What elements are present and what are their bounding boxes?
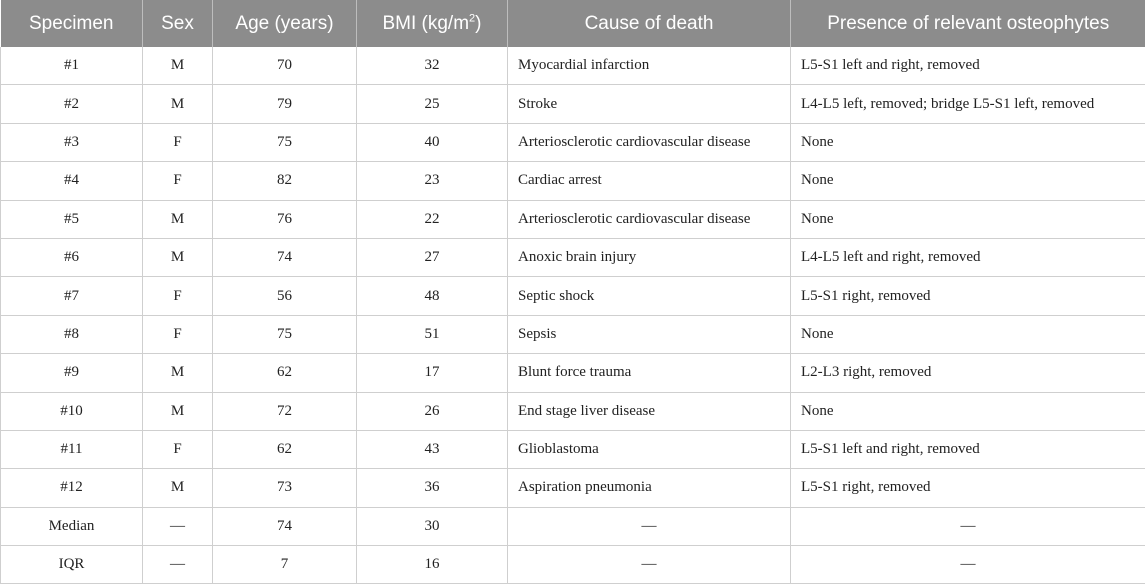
- table-row: [1, 162, 1145, 200]
- summary-row-iqr: [1, 546, 1145, 584]
- cell-cause: Stroke: [508, 85, 791, 123]
- cell-bmi: 51: [357, 315, 508, 353]
- cell-sex: M: [143, 238, 213, 276]
- cell-specimen: #3: [1, 123, 143, 161]
- cell-sex: M: [143, 85, 213, 123]
- header-age: Age (years): [213, 0, 357, 47]
- cell-bmi: 23: [357, 162, 508, 200]
- cell-sex: M: [143, 354, 213, 392]
- cell-age: 75: [213, 123, 357, 161]
- table-header: [1, 0, 1145, 47]
- cell-sex: M: [143, 469, 213, 507]
- cell-specimen: #4: [1, 162, 143, 200]
- cell-sex: F: [143, 315, 213, 353]
- cell-osteophytes: L5-S1 left and right, removed: [791, 430, 1145, 468]
- cell-bmi: 36: [357, 469, 508, 507]
- cell-age: 82: [213, 162, 357, 200]
- cell-bmi: 43: [357, 430, 508, 468]
- cell-age: 73: [213, 469, 357, 507]
- cell-specimen: #1: [1, 47, 143, 85]
- cell-cause: Arteriosclerotic cardiovascular disease: [508, 200, 791, 238]
- cell-sex: F: [143, 123, 213, 161]
- cell-osteophytes: None: [791, 392, 1145, 430]
- cell-age: 62: [213, 354, 357, 392]
- table-row: [1, 47, 1145, 85]
- cell-age: 79: [213, 85, 357, 123]
- cell-age: 70: [213, 47, 357, 85]
- cell-osteophytes: L5-S1 left and right, removed: [791, 47, 1145, 85]
- cell-bmi: 26: [357, 392, 508, 430]
- table-row: [1, 469, 1145, 507]
- cell-sex: —: [143, 546, 213, 584]
- table-row: [1, 392, 1145, 430]
- cell-osteophytes: —: [791, 546, 1145, 584]
- cell-specimen: #5: [1, 200, 143, 238]
- table-body: [1, 47, 1145, 584]
- cell-summary-label: IQR: [1, 546, 143, 584]
- cell-age: 74: [213, 507, 357, 545]
- cell-cause: Glioblastoma: [508, 430, 791, 468]
- cell-osteophytes: None: [791, 162, 1145, 200]
- cell-cause: Blunt force trauma: [508, 354, 791, 392]
- cell-bmi: 16: [357, 546, 508, 584]
- cell-specimen: #2: [1, 85, 143, 123]
- table-row: [1, 200, 1145, 238]
- cell-age: 72: [213, 392, 357, 430]
- cell-bmi: 17: [357, 354, 508, 392]
- cell-sex: M: [143, 47, 213, 85]
- cell-sex: F: [143, 162, 213, 200]
- cell-osteophytes: None: [791, 200, 1145, 238]
- cell-cause: Septic shock: [508, 277, 791, 315]
- cell-age: 7: [213, 546, 357, 584]
- header-specimen: Specimen: [1, 0, 143, 47]
- header-bmi-superscript: 2: [469, 12, 476, 25]
- header-bmi: [357, 0, 508, 47]
- cell-age: 76: [213, 200, 357, 238]
- table-row: [1, 85, 1145, 123]
- cell-cause: Myocardial infarction: [508, 47, 791, 85]
- cell-specimen: #6: [1, 238, 143, 276]
- cell-osteophytes: L2-L3 right, removed: [791, 354, 1145, 392]
- cell-summary-label: Median: [1, 507, 143, 545]
- cell-osteophytes: None: [791, 123, 1145, 161]
- cell-bmi: 40: [357, 123, 508, 161]
- cell-osteophytes: L4-L5 left, removed; bridge L5-S1 left, removed: [791, 85, 1145, 123]
- cell-cause: —: [508, 546, 791, 584]
- cell-sex: —: [143, 507, 213, 545]
- cell-bmi: 30: [357, 507, 508, 545]
- cell-cause: —: [508, 507, 791, 545]
- header-sex: Sex: [143, 0, 213, 47]
- cell-cause: Sepsis: [508, 315, 791, 353]
- cell-specimen: #11: [1, 430, 143, 468]
- header-bmi-prefix: BMI (kg/m: [382, 12, 470, 34]
- cell-cause: End stage liver disease: [508, 392, 791, 430]
- table-row: [1, 430, 1145, 468]
- header-row: [1, 0, 1145, 47]
- cell-specimen: #10: [1, 392, 143, 430]
- table-row: [1, 123, 1145, 161]
- cell-bmi: 22: [357, 200, 508, 238]
- cell-bmi: 25: [357, 85, 508, 123]
- cell-bmi: 48: [357, 277, 508, 315]
- cell-cause: Arteriosclerotic cardiovascular disease: [508, 123, 791, 161]
- table-row: [1, 238, 1145, 276]
- cell-bmi: 32: [357, 47, 508, 85]
- cell-bmi: 27: [357, 238, 508, 276]
- cell-osteophytes: L5-S1 right, removed: [791, 277, 1145, 315]
- cell-age: 75: [213, 315, 357, 353]
- cell-sex: F: [143, 430, 213, 468]
- cell-cause: Cardiac arrest: [508, 162, 791, 200]
- table-row: [1, 354, 1145, 392]
- cell-specimen: #9: [1, 354, 143, 392]
- cell-sex: M: [143, 392, 213, 430]
- cell-cause: Anoxic brain injury: [508, 238, 791, 276]
- cell-age: 56: [213, 277, 357, 315]
- cell-specimen: #8: [1, 315, 143, 353]
- header-osteophytes: Presence of relevant osteophytes: [791, 0, 1145, 47]
- cell-cause: Aspiration pneumonia: [508, 469, 791, 507]
- cell-age: 74: [213, 238, 357, 276]
- cell-osteophytes: —: [791, 507, 1145, 545]
- header-cause: Cause of death: [508, 0, 791, 47]
- cell-sex: M: [143, 200, 213, 238]
- cell-specimen: #7: [1, 277, 143, 315]
- header-bmi-suffix: ): [475, 12, 482, 34]
- table-row: [1, 277, 1145, 315]
- cell-osteophytes: None: [791, 315, 1145, 353]
- cell-sex: F: [143, 277, 213, 315]
- cell-age: 62: [213, 430, 357, 468]
- cell-osteophytes: L4-L5 left and right, removed: [791, 238, 1145, 276]
- cell-osteophytes: L5-S1 right, removed: [791, 469, 1145, 507]
- summary-row-median: [1, 507, 1145, 545]
- cell-specimen: #12: [1, 469, 143, 507]
- table-row: [1, 315, 1145, 353]
